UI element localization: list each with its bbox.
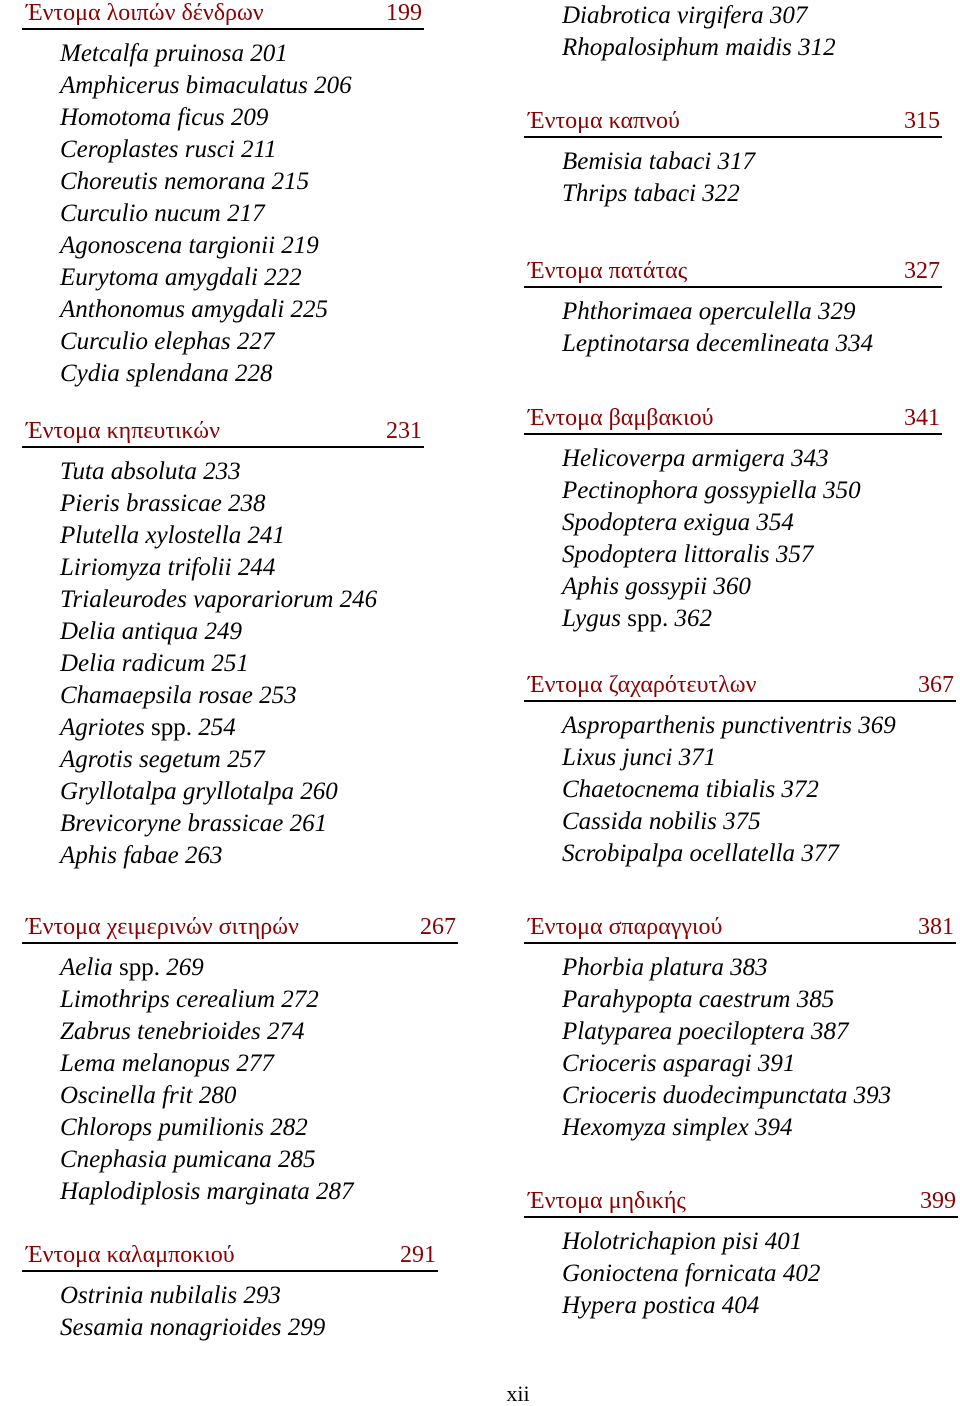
index-entry [60, 616, 377, 648]
index-entry [60, 38, 352, 70]
entry-page: 244 [237, 554, 276, 581]
index-entry [562, 1112, 891, 1144]
species-name: Rhopalosiphum maidis [562, 34, 792, 61]
entry-page: 253 [259, 682, 297, 709]
index-entry [60, 648, 377, 680]
entry-page: 222 [264, 264, 302, 291]
index-entry [562, 774, 896, 806]
species-name: Brevicoryne brassicae [60, 810, 284, 837]
entry-page: 201 [250, 40, 288, 67]
entry-page: 238 [228, 490, 266, 517]
index-entry [60, 1280, 325, 1312]
index-entry [60, 1144, 354, 1176]
entry-list [562, 710, 896, 870]
species-name: Amphicerus bimaculatus [60, 72, 308, 99]
entry-page: 285 [278, 1146, 316, 1173]
species-name: Eurytoma amygdali [60, 264, 258, 291]
entry-list [562, 0, 836, 64]
entry-page: 263 [185, 842, 223, 869]
species-name: Hypera postica [562, 1292, 716, 1319]
species-name: Platyparea poeciloptera [562, 1018, 805, 1045]
index-entry [60, 552, 377, 584]
section-page: 291 [400, 1242, 436, 1268]
entry-page: 206 [314, 72, 352, 99]
entry-list [562, 952, 891, 1144]
species-name: Tuta absoluta [60, 458, 197, 485]
section-title: Έντομα χειμερινών σιτηρών [26, 914, 299, 940]
index-entry [562, 328, 873, 360]
species-name: Aphis fabae [60, 842, 179, 869]
section-heading [524, 258, 942, 288]
index-entry [562, 571, 861, 603]
species-name: Ceroplastes rusci [60, 136, 235, 163]
index-entry [562, 1048, 891, 1080]
species-name: Phorbia platura [562, 954, 724, 981]
entry-page: 404 [721, 1292, 760, 1319]
section-title: Έντομα μηδικής [528, 1188, 686, 1214]
entry-list [60, 1280, 325, 1344]
species-name: Oscinella frit [60, 1082, 193, 1109]
section-page: 199 [386, 0, 422, 26]
index-entry [60, 1048, 354, 1080]
entry-page: 251 [211, 650, 249, 677]
species-name: Cassida nobilis [562, 808, 717, 835]
species-name: Hexomyza simplex [562, 1114, 749, 1141]
species-name: Lema melanopus [60, 1050, 231, 1077]
index-entry [60, 230, 352, 262]
index-entry [562, 952, 891, 984]
species-name: Plutella xylostella [60, 522, 242, 549]
index-entry [60, 776, 377, 808]
entry-page: 375 [723, 808, 761, 835]
species-name: Trialeurodes vaporariorum [60, 586, 334, 613]
entry-page: 394 [755, 1114, 793, 1141]
section-heading [22, 1242, 438, 1272]
entry-page: 215 [271, 168, 310, 195]
entry-page: 225 [290, 296, 329, 323]
entry-page: 385 [796, 986, 835, 1013]
species-name: Limothrips cerealium [60, 986, 276, 1013]
entry-page: 372 [781, 776, 819, 803]
entry-page: 227 [236, 328, 275, 355]
section-page: 341 [904, 405, 940, 431]
entry-page: 246 [339, 586, 378, 613]
index-entry [60, 262, 352, 294]
entry-page: 383 [730, 954, 768, 981]
entry-page: 360 [713, 573, 751, 600]
section-title: Έντομα κηπευτικών [26, 418, 220, 444]
entry-page: 350 [823, 477, 861, 504]
species-name: Phthorimaea operculella [562, 298, 812, 325]
entry-page: 254 [198, 714, 236, 741]
species-name: Homotoma ficus [60, 104, 225, 131]
index-entry [60, 952, 354, 984]
entry-page: 334 [835, 330, 874, 357]
species-name: Thrips tabaci [562, 180, 697, 207]
index-entry [562, 742, 896, 774]
entry-list [60, 456, 377, 872]
index-entry [60, 680, 377, 712]
species-name: Gonioctena fornicata [562, 1260, 777, 1287]
entry-list [60, 38, 352, 390]
species-name: Cnephasia pumicana [60, 1146, 272, 1173]
index-entry [562, 806, 896, 838]
index-entry [60, 984, 354, 1016]
index-entry [562, 178, 755, 210]
species-name: Haplodiplosis marginata [60, 1178, 310, 1205]
section-title: Έντομα λοιπών δένδρων [26, 0, 264, 26]
species-name: Lixus junci [562, 744, 673, 771]
section-title: Έντομα σπαραγγιού [528, 914, 723, 940]
species-name: Anthonomus amygdali [60, 296, 285, 323]
index-entry [562, 1290, 820, 1322]
species-name: Pectinophora gossypiella [562, 477, 817, 504]
index-entry [60, 102, 352, 134]
species-name: Chamaepsila rosae [60, 682, 253, 709]
index-entry [562, 1016, 891, 1048]
index-entry [562, 1226, 820, 1258]
entry-page: 257 [227, 746, 265, 773]
index-entry [562, 710, 896, 742]
section-title: Έντομα βαμβακιού [528, 405, 714, 431]
entry-page: 357 [775, 541, 814, 568]
index-entry [60, 326, 352, 358]
section-title: Έντομα ζαχαρότευτλων [528, 672, 757, 698]
entry-page: 307 [769, 2, 808, 29]
entry-page: 293 [243, 1282, 281, 1309]
species-name: Ostrinia nubilalis [60, 1282, 238, 1309]
entry-page: 329 [817, 298, 856, 325]
index-entry [60, 1112, 354, 1144]
index-entry [60, 358, 352, 390]
entry-page: 401 [764, 1228, 803, 1255]
entry-page: 269 [166, 954, 204, 981]
index-entry [60, 520, 377, 552]
index-entry [60, 166, 352, 198]
species-name: Delia radicum [60, 650, 206, 677]
species-name: Scrobipalpa ocellatella [562, 840, 796, 867]
species-name: Sesamia nonagrioides [60, 1314, 282, 1341]
section-heading [524, 1188, 958, 1218]
entry-page: 217 [227, 200, 265, 227]
species-name: Helicoverpa armigera [562, 445, 785, 472]
species-name: Aelia [60, 954, 113, 981]
species-name: Chaetocnema tibialis [562, 776, 776, 803]
entry-page: 209 [230, 104, 269, 131]
entry-page: 280 [198, 1082, 237, 1109]
section-heading [22, 418, 424, 448]
section-page: 367 [918, 672, 954, 698]
species-name: Spodoptera littoralis [562, 541, 770, 568]
entry-page: 299 [287, 1314, 326, 1341]
section-page: 381 [918, 914, 954, 940]
species-suffix: spp. [119, 954, 160, 981]
index-entry [562, 507, 861, 539]
entry-page: 391 [757, 1050, 796, 1077]
species-name: Crioceris asparagi [562, 1050, 752, 1077]
page-number: xii [506, 1381, 530, 1406]
section-heading [22, 0, 424, 30]
entry-page: 377 [801, 840, 839, 867]
species-name: Choreutis nemorana [60, 168, 266, 195]
species-name: Cydia splendana [60, 360, 229, 387]
section-heading [524, 914, 956, 944]
species-name: Gryllotalpa gryllotalpa [60, 778, 295, 805]
entry-list [60, 952, 354, 1208]
species-name: Spodoptera exigua [562, 509, 751, 536]
species-name: Agrotis segetum [60, 746, 221, 773]
entry-list [562, 443, 861, 635]
entry-page: 282 [270, 1114, 308, 1141]
species-name: Metcalfa pruinosa [60, 40, 245, 67]
species-name: Agonoscena targionii [60, 232, 276, 259]
section-heading [524, 108, 942, 138]
entry-page: 312 [798, 34, 836, 61]
entry-page: 371 [678, 744, 717, 771]
entry-page: 369 [858, 712, 896, 739]
entry-page: 260 [300, 778, 338, 805]
species-name: Chlorops pumilionis [60, 1114, 264, 1141]
species-name: Pieris brassicae [60, 490, 222, 517]
index-entry [562, 475, 861, 507]
entry-page: 317 [717, 148, 756, 175]
index-entry [60, 70, 352, 102]
entry-list [562, 296, 873, 360]
species-name: Agriotes [60, 714, 145, 741]
species-name: Liriomyza trifolii [60, 554, 232, 581]
entry-list [562, 146, 755, 210]
entry-page: 272 [281, 986, 319, 1013]
entry-list [562, 1226, 820, 1322]
index-entry [60, 488, 377, 520]
entry-page: 228 [235, 360, 273, 387]
entry-page: 277 [236, 1050, 274, 1077]
entry-page: 393 [853, 1082, 892, 1109]
species-name: Lygus [562, 605, 621, 632]
entry-page: 211 [241, 136, 277, 163]
species-name: Leptinotarsa decemlineata [562, 330, 830, 357]
index-entry [562, 0, 836, 32]
entry-page: 233 [203, 458, 241, 485]
index-entry [60, 1016, 354, 1048]
index-entry [562, 32, 836, 64]
index-entry [562, 146, 755, 178]
entry-page: 219 [281, 232, 319, 259]
species-name: Diabrotica virgifera [562, 2, 764, 29]
index-entry [562, 539, 861, 571]
index-entry [60, 712, 377, 744]
entry-page: 249 [204, 618, 242, 645]
index-entry [60, 456, 377, 488]
section-title: Έντομα πατάτας [528, 258, 688, 284]
entry-page: 354 [756, 509, 794, 536]
entry-page: 241 [247, 522, 285, 549]
entry-page: 402 [782, 1260, 821, 1287]
index-entry [562, 1080, 891, 1112]
species-name: Holotrichapion pisi [562, 1228, 759, 1255]
section-page: 315 [904, 108, 940, 134]
index-entry [562, 984, 891, 1016]
species-name: Aphis gossypii [562, 573, 708, 600]
section-page: 327 [904, 258, 940, 284]
section-title: Έντομα καλαμποκιού [26, 1242, 235, 1268]
entry-page: 322 [702, 180, 740, 207]
index-entry [60, 294, 352, 326]
index-entry [562, 296, 873, 328]
entry-page: 274 [266, 1018, 305, 1045]
species-name: Zabrus tenebrioides [60, 1018, 261, 1045]
species-name: Curculio nucum [60, 200, 221, 227]
index-entry [562, 1258, 820, 1290]
entry-page: 261 [289, 810, 328, 837]
section-heading [524, 405, 942, 435]
entry-page: 362 [674, 605, 712, 632]
index-entry [60, 1080, 354, 1112]
section-page: 231 [386, 418, 422, 444]
species-name: Parahypopta caestrum [562, 986, 791, 1013]
species-name: Crioceris duodecimpunctata [562, 1082, 848, 1109]
index-entry [60, 1176, 354, 1208]
entry-page: 287 [316, 1178, 354, 1205]
index-entry [60, 198, 352, 230]
species-suffix: spp. [150, 714, 192, 741]
species-name: Curculio elephas [60, 328, 231, 355]
species-name: Bemisia tabaci [562, 148, 712, 175]
index-entry [562, 603, 861, 635]
index-entry [60, 808, 377, 840]
section-heading [524, 672, 956, 702]
index-entry [60, 840, 377, 872]
index-entry [562, 443, 861, 475]
entry-page: 387 [811, 1018, 849, 1045]
index-entry [60, 1312, 325, 1344]
section-page: 399 [920, 1188, 956, 1214]
index-entry [60, 134, 352, 166]
section-title: Έντομα καπνού [528, 108, 680, 134]
species-suffix: spp. [627, 605, 669, 632]
index-entry [60, 584, 377, 616]
entry-page: 343 [791, 445, 829, 472]
index-entry [60, 744, 377, 776]
index-entry [562, 838, 896, 870]
section-heading [22, 914, 458, 944]
species-name: Asproparthenis punctiventris [562, 712, 853, 739]
species-name: Delia antiqua [60, 618, 199, 645]
section-page: 267 [420, 914, 456, 940]
